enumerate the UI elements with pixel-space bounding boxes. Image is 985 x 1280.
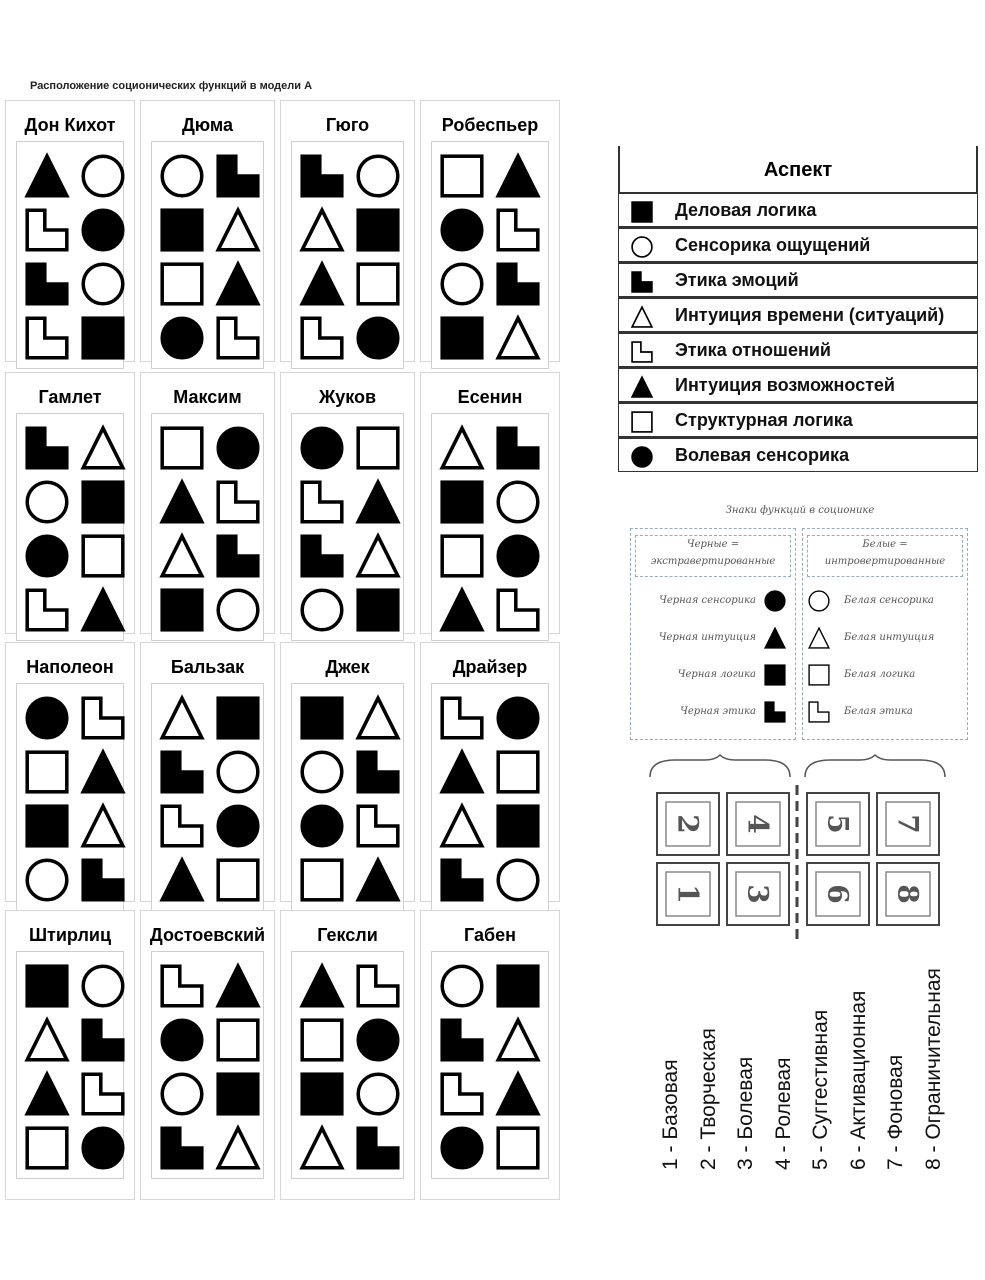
black-l-shape-icon <box>764 701 786 723</box>
signs-title: Знаки функций в соционике <box>725 505 875 516</box>
black-square-icon <box>496 964 540 1008</box>
position-box <box>727 863 789 925</box>
type-card-1 <box>5 100 135 362</box>
white-square-icon <box>440 534 484 578</box>
white-l-shape-icon <box>81 696 125 740</box>
left-brace <box>650 755 790 777</box>
type-name: Есенин <box>457 387 523 407</box>
black-triangle-icon <box>160 480 204 524</box>
black-circle-icon <box>356 316 400 360</box>
white-sign-label: Белая интуиция <box>844 632 935 643</box>
white-triangle-icon <box>81 804 125 848</box>
black-l-shape-icon <box>300 534 344 578</box>
black-square-icon <box>25 964 69 1008</box>
position-number: 7 <box>891 814 925 834</box>
type-name: Дон Кихот <box>24 115 116 135</box>
black-triangle-icon <box>81 750 125 794</box>
page-title: Расположение соционических функций в модели А <box>30 80 313 92</box>
black-circle-icon <box>81 1126 125 1170</box>
white-triangle-icon <box>808 627 830 649</box>
type-functions-card <box>151 141 264 369</box>
white-triangle-icon <box>440 426 484 470</box>
white-triangle-icon <box>440 804 484 848</box>
white-circle-icon <box>216 750 260 794</box>
black-circle-icon <box>81 208 125 252</box>
black-l-shape-icon <box>496 262 540 306</box>
black-square-icon <box>440 480 484 524</box>
white-l-shape-icon <box>81 1072 125 1116</box>
black-triangle-icon <box>216 964 260 1008</box>
type-functions-card <box>291 141 404 369</box>
white-square-icon <box>300 858 344 902</box>
white-circle-icon <box>25 858 69 902</box>
type-functions-card <box>291 683 404 911</box>
aspect-header: Аспект <box>618 146 978 194</box>
type-card-16 <box>420 910 560 1200</box>
black-triangle-icon <box>496 1072 540 1116</box>
black-circle-icon <box>356 1018 400 1062</box>
black-l-shape-icon <box>25 262 69 306</box>
white-square-icon <box>25 750 69 794</box>
black-circle-icon <box>496 696 540 740</box>
black-square-icon <box>496 804 540 848</box>
black-triangle-icon <box>631 376 653 398</box>
white-circle-icon <box>631 236 653 258</box>
white-triangle-icon <box>496 1018 540 1062</box>
black-l-shape-icon <box>81 858 125 902</box>
aspect-label: Сенсорика ощущений <box>675 235 871 255</box>
black-circle-icon <box>216 426 260 470</box>
type-functions-card <box>431 951 549 1179</box>
white-triangle-icon <box>160 696 204 740</box>
type-card-9 <box>5 642 135 902</box>
aspect-table <box>618 146 978 476</box>
black-circle-icon <box>440 208 484 252</box>
black-circle-icon <box>25 696 69 740</box>
white-square-icon <box>300 1018 344 1062</box>
white-l-shape-icon <box>25 208 69 252</box>
white-circle-icon <box>496 858 540 902</box>
black-triangle-icon <box>496 154 540 198</box>
black-triangle-icon <box>25 1072 69 1116</box>
aspect-row <box>618 227 978 262</box>
position-number: 8 <box>891 884 925 904</box>
black-sign-label: Черная логика <box>677 669 756 680</box>
type-functions-card <box>16 683 124 911</box>
type-name: Жуков <box>318 387 377 407</box>
type-card-10 <box>140 642 275 902</box>
black-square-icon <box>764 664 786 686</box>
black-triangle-icon <box>300 964 344 1008</box>
black-square-icon <box>160 208 204 252</box>
position-number: 2 <box>671 814 705 834</box>
white-circle-icon <box>440 964 484 1008</box>
black-triangle-icon <box>440 750 484 794</box>
type-card-15 <box>280 910 415 1200</box>
type-card-14 <box>140 910 275 1200</box>
white-sign-label: Белая этика <box>844 706 913 717</box>
position-box <box>807 863 869 925</box>
white-triangle-icon <box>356 534 400 578</box>
position-box <box>727 793 789 855</box>
type-functions-card <box>16 413 124 641</box>
white-circle-icon <box>440 262 484 306</box>
type-functions-card <box>151 951 264 1179</box>
white-circle-icon <box>300 750 344 794</box>
black-sign-label: Черная интуиция <box>658 632 756 643</box>
function-positions-scheme <box>645 755 945 945</box>
black-square-icon <box>356 208 400 252</box>
white-triangle-icon <box>300 208 344 252</box>
black-l-shape-icon <box>440 858 484 902</box>
type-card-8 <box>420 372 560 634</box>
black-l-shape-icon <box>631 271 653 293</box>
type-card-6 <box>140 372 275 634</box>
type-functions-card <box>291 413 404 641</box>
aspect-row <box>618 367 978 402</box>
black-l-shape-icon <box>216 154 260 198</box>
black-triangle-icon <box>300 262 344 306</box>
black-square-icon <box>631 201 653 223</box>
white-circle-icon <box>356 154 400 198</box>
black-triangle-icon <box>764 627 786 649</box>
black-l-shape-icon <box>356 750 400 794</box>
function-legend-item: 6 - Активационная <box>846 990 870 1170</box>
type-functions-card <box>151 413 264 641</box>
white-square-icon <box>631 411 653 433</box>
aspect-label: Этика эмоций <box>675 270 799 290</box>
white-triangle-icon <box>631 306 653 328</box>
position-box <box>807 793 869 855</box>
white-square-icon <box>496 1126 540 1170</box>
function-legend-item: 2 - Творческая <box>696 1028 720 1170</box>
white-l-shape-icon <box>496 588 540 632</box>
white-square-icon <box>81 534 125 578</box>
white-sign-label: Белая логика <box>844 669 916 680</box>
type-card-7 <box>280 372 415 634</box>
black-triangle-icon <box>356 480 400 524</box>
black-square-icon <box>300 696 344 740</box>
white-l-shape-icon <box>160 964 204 1008</box>
aspect-row <box>618 437 978 472</box>
aspect-row <box>618 332 978 367</box>
white-triangle-icon <box>216 208 260 252</box>
black-circle-icon <box>300 804 344 848</box>
aspect-label: Волевая сенсорика <box>675 445 850 465</box>
white-triangle-icon <box>216 1126 260 1170</box>
aspect-label: Этика отношений <box>675 340 831 360</box>
type-functions-card <box>431 413 549 641</box>
black-l-shape-icon <box>440 1018 484 1062</box>
type-name: Джек <box>325 657 370 677</box>
white-triangle-icon <box>300 1126 344 1170</box>
aspect-label: Интуиция времени (ситуаций) <box>675 305 945 325</box>
type-name: Габен <box>464 925 516 945</box>
white-square-icon <box>496 750 540 794</box>
black-circle-icon <box>764 590 786 612</box>
black-circle-icon <box>496 534 540 578</box>
type-name: Гамлет <box>38 387 102 407</box>
white-l-shape-icon <box>440 696 484 740</box>
black-l-shape-icon <box>25 426 69 470</box>
white-sign-label: Белая сенсорика <box>844 595 934 606</box>
type-name: Гюго <box>325 115 370 135</box>
white-square-icon <box>216 858 260 902</box>
white-square-icon <box>440 154 484 198</box>
type-card-13 <box>5 910 135 1200</box>
white-l-shape-icon <box>356 964 400 1008</box>
white-circle-icon <box>300 588 344 632</box>
black-circle-icon <box>160 316 204 360</box>
white-l-shape-icon <box>808 701 830 723</box>
white-circle-icon <box>496 480 540 524</box>
white-circle-icon <box>808 590 830 612</box>
black-l-shape-icon <box>216 534 260 578</box>
black-triangle-icon <box>81 588 125 632</box>
black-l-shape-icon <box>496 426 540 470</box>
aspect-row <box>618 402 978 437</box>
function-legend-item: 1 - Базовая <box>659 1059 682 1170</box>
function-legend-item: 5 - Суггестивная <box>809 1009 832 1170</box>
type-card-3 <box>280 100 415 362</box>
black-triangle-icon <box>440 588 484 632</box>
white-l-shape-icon <box>356 804 400 848</box>
white-square-icon <box>160 262 204 306</box>
white-triangle-icon <box>356 696 400 740</box>
type-functions-card <box>16 141 124 369</box>
white-triangle-icon <box>496 316 540 360</box>
black-circle-icon <box>631 446 653 468</box>
type-name: Бальзак <box>170 657 245 677</box>
black-l-shape-icon <box>160 1126 204 1170</box>
type-name: Наполеон <box>26 657 114 677</box>
black-sign-label: Черная этика <box>680 706 756 717</box>
black-header: Черные = экстравертированные <box>635 535 791 577</box>
function-legend <box>655 940 975 1180</box>
black-l-shape-icon <box>160 750 204 794</box>
function-legend-item: 8 - Ограничительная <box>921 968 945 1170</box>
position-box <box>657 863 719 925</box>
white-l-shape-icon <box>216 480 260 524</box>
right-brace <box>805 755 945 777</box>
type-name: Драйзер <box>452 657 528 677</box>
white-l-shape-icon <box>440 1072 484 1116</box>
white-square-icon <box>808 664 830 686</box>
black-triangle-icon <box>25 154 69 198</box>
black-square-icon <box>300 1072 344 1116</box>
black-triangle-icon <box>216 262 260 306</box>
function-legend-item: 7 - Фоновая <box>884 1054 907 1170</box>
black-circle-icon <box>25 534 69 578</box>
black-circle-icon <box>216 804 260 848</box>
type-card-11 <box>280 642 415 902</box>
black-circle-icon <box>160 1018 204 1062</box>
white-circle-icon <box>160 1072 204 1116</box>
black-triangle-icon <box>356 858 400 902</box>
type-name: Робеспьер <box>441 115 539 135</box>
position-number: 6 <box>821 884 855 904</box>
position-box <box>877 793 939 855</box>
aspect-row <box>618 192 978 227</box>
black-circle-icon <box>300 426 344 470</box>
position-number: 1 <box>671 884 705 904</box>
type-functions-card <box>16 951 124 1179</box>
black-square-icon <box>356 588 400 632</box>
function-signs-panel <box>630 505 970 745</box>
type-card-12 <box>420 642 560 902</box>
position-box <box>657 793 719 855</box>
white-circle-icon <box>81 262 125 306</box>
black-square-icon <box>216 696 260 740</box>
position-number: 5 <box>821 814 855 834</box>
type-functions-card <box>431 683 549 911</box>
aspect-label: Деловая логика <box>675 200 817 220</box>
type-name: Штирлиц <box>28 925 112 945</box>
white-circle-icon <box>81 154 125 198</box>
position-number: 3 <box>741 884 775 904</box>
position-box <box>877 863 939 925</box>
type-card-5 <box>5 372 135 634</box>
white-l-shape-icon <box>300 316 344 360</box>
type-functions-card <box>151 683 264 911</box>
type-name: Достоевский <box>149 925 266 945</box>
aspect-label: Структурная логика <box>675 410 853 430</box>
white-circle-icon <box>216 588 260 632</box>
type-name: Максим <box>173 387 242 407</box>
aspect-row <box>618 297 978 332</box>
white-circle-icon <box>356 1072 400 1116</box>
function-legend-item: 3 - Болевая <box>734 1056 757 1170</box>
black-square-icon <box>81 480 125 524</box>
undefined <box>25 316 69 360</box>
aspect-row <box>618 262 978 297</box>
type-card-4 <box>420 100 560 362</box>
type-functions-card <box>291 951 404 1179</box>
white-triangle-icon <box>81 426 125 470</box>
black-circle-icon <box>440 1126 484 1170</box>
black-l-shape-icon <box>356 1126 400 1170</box>
white-l-shape-icon <box>496 208 540 252</box>
black-square-icon <box>81 316 125 360</box>
white-header: Белые = интровертированные <box>807 535 963 577</box>
black-l-shape-icon <box>300 154 344 198</box>
white-triangle-icon <box>160 534 204 578</box>
type-card-2 <box>140 100 275 362</box>
white-l-shape-icon <box>216 316 260 360</box>
type-functions-card <box>431 141 549 369</box>
black-square-icon <box>25 804 69 848</box>
white-l-shape-icon <box>160 804 204 848</box>
type-name: Дюма <box>181 115 234 135</box>
white-square-icon <box>356 426 400 470</box>
type-name: Гексли <box>317 925 378 945</box>
white-circle-icon <box>81 964 125 1008</box>
white-square-icon <box>216 1018 260 1062</box>
black-triangle-icon <box>160 858 204 902</box>
white-circle-icon <box>25 480 69 524</box>
position-number: 4 <box>741 814 775 834</box>
function-legend-item: 4 - Ролевая <box>771 1057 795 1170</box>
black-square-icon <box>216 1072 260 1116</box>
white-square-icon <box>160 426 204 470</box>
white-square-icon <box>25 1126 69 1170</box>
white-square-icon <box>356 262 400 306</box>
white-l-shape-icon <box>25 588 69 632</box>
black-square-icon <box>440 316 484 360</box>
black-sign-label: Черная сенсорика <box>659 595 756 606</box>
black-square-icon <box>160 588 204 632</box>
white-l-shape-icon <box>631 341 653 363</box>
black-l-shape-icon <box>81 1018 125 1062</box>
white-circle-icon <box>160 154 204 198</box>
white-triangle-icon <box>25 1018 69 1062</box>
aspect-label: Интуиция возможностей <box>675 375 895 395</box>
white-l-shape-icon <box>300 480 344 524</box>
